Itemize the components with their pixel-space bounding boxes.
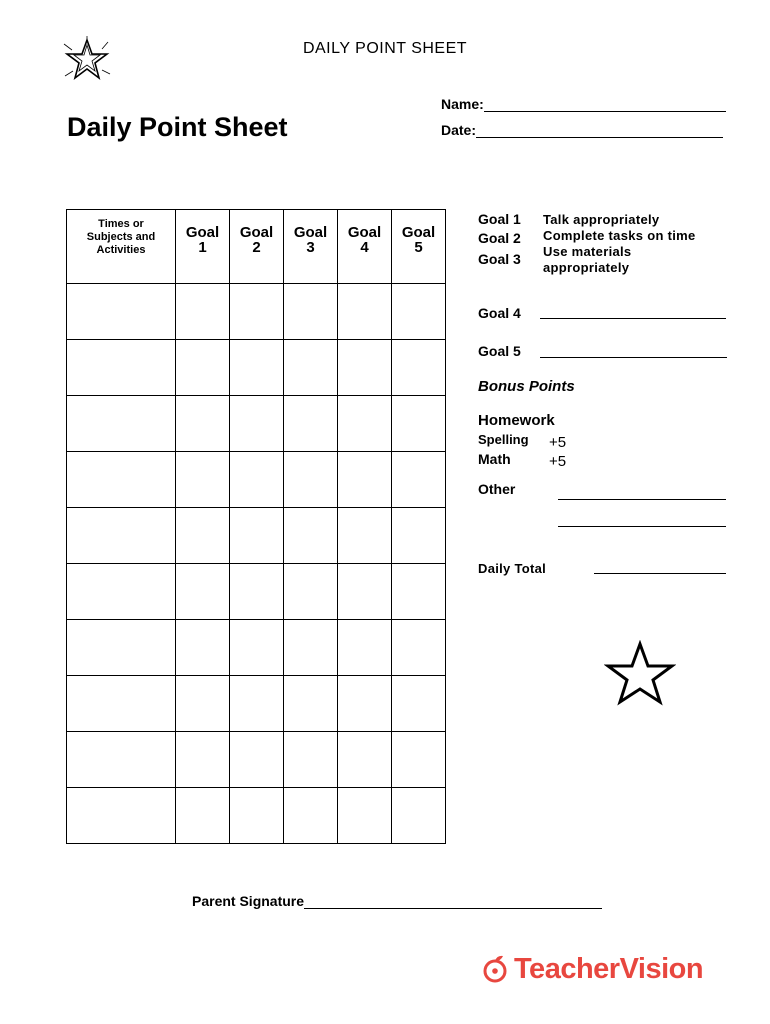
goal-point-cell[interactable]: [230, 788, 284, 844]
table-row: [67, 508, 446, 564]
goal-point-cell[interactable]: [176, 396, 230, 452]
goal-point-cell[interactable]: [230, 396, 284, 452]
logo-text: TeacherVision: [514, 952, 704, 985]
goal-3-description: Use materials appropriately: [543, 244, 632, 275]
goal-1-description: Talk appropriately: [543, 212, 660, 227]
other-label: Other: [478, 481, 516, 497]
other-line-2[interactable]: [558, 525, 726, 527]
goal-4-line[interactable]: [540, 317, 726, 319]
goal-point-cell[interactable]: [392, 396, 446, 452]
goal-point-cell[interactable]: [392, 732, 446, 788]
goal-point-cell[interactable]: [338, 508, 392, 564]
teachervision-logo: [482, 953, 703, 985]
table-row: [67, 396, 446, 452]
table-row: [67, 564, 446, 620]
grid-header-row: [67, 210, 446, 284]
star-outline-icon: [604, 640, 676, 706]
activity-cell[interactable]: [67, 732, 176, 788]
activity-cell[interactable]: [67, 620, 176, 676]
table-row: [67, 284, 446, 340]
goal-header-3: Goal 3: [284, 210, 338, 284]
name-label: Name:: [441, 96, 484, 112]
parent-signature-label: Parent Signature: [192, 893, 305, 909]
activity-header: Times or Subjects and Activities: [67, 210, 176, 284]
goal-point-cell[interactable]: [392, 620, 446, 676]
activity-cell[interactable]: [67, 788, 176, 844]
goal-point-cell[interactable]: [284, 620, 338, 676]
table-row: [67, 676, 446, 732]
date-field: [441, 122, 723, 138]
goal-point-cell[interactable]: [284, 396, 338, 452]
activity-cell[interactable]: [67, 676, 176, 732]
date-label: Date:: [441, 122, 477, 138]
table-row: [67, 788, 446, 844]
goal-point-cell[interactable]: [230, 676, 284, 732]
goal-point-cell[interactable]: [392, 508, 446, 564]
spelling-points: +5: [549, 434, 567, 451]
goal-point-cell[interactable]: [284, 340, 338, 396]
goal-point-cell[interactable]: [176, 284, 230, 340]
goal-header-4: Goal 4: [338, 210, 392, 284]
star-outline-icon: [62, 36, 112, 82]
goal-2-label: Goal 2: [478, 230, 521, 246]
goal-header-2: Goal 2: [230, 210, 284, 284]
activity-cell[interactable]: [67, 340, 176, 396]
page-title: Daily Point Sheet: [67, 112, 288, 142]
goal-point-cell[interactable]: [176, 788, 230, 844]
goal-point-cell[interactable]: [338, 284, 392, 340]
daily-total-line[interactable]: [594, 572, 726, 574]
goal-point-cell[interactable]: [392, 676, 446, 732]
goal-point-cell[interactable]: [284, 676, 338, 732]
goal-1-label: Goal 1: [478, 211, 521, 227]
bonus-points-title: Bonus Points: [478, 378, 575, 395]
goal-point-cell[interactable]: [284, 788, 338, 844]
activity-cell[interactable]: [67, 508, 176, 564]
goal-point-cell[interactable]: [176, 676, 230, 732]
goal-4-label: Goal 4: [478, 305, 521, 321]
goal-3-label: Goal 3: [478, 251, 521, 267]
table-row: [67, 340, 446, 396]
goal-point-cell[interactable]: [338, 676, 392, 732]
goal-header-1: Goal 1: [176, 210, 230, 284]
goal-point-cell[interactable]: [392, 284, 446, 340]
goal-point-cell[interactable]: [230, 284, 284, 340]
goal-point-cell[interactable]: [176, 340, 230, 396]
goal-point-cell[interactable]: [392, 340, 446, 396]
activity-cell[interactable]: [67, 452, 176, 508]
name-field: [441, 96, 726, 112]
goal-point-cell[interactable]: [230, 564, 284, 620]
activity-cell[interactable]: [67, 284, 176, 340]
goal-2-description: Complete tasks on time: [543, 228, 696, 243]
other-line-1[interactable]: [558, 498, 726, 500]
goal-point-cell[interactable]: [338, 340, 392, 396]
goal-5-line[interactable]: [540, 356, 727, 358]
goal-point-cell[interactable]: [230, 340, 284, 396]
goal-point-cell[interactable]: [338, 452, 392, 508]
goal-point-cell[interactable]: [284, 452, 338, 508]
table-row: [67, 620, 446, 676]
goal-header-5: Goal 5: [392, 210, 446, 284]
goal-point-cell[interactable]: [338, 564, 392, 620]
daily-total-label: Daily Total: [478, 561, 547, 576]
goal-point-cell[interactable]: [284, 284, 338, 340]
goal-point-cell[interactable]: [230, 508, 284, 564]
goal-point-cell[interactable]: [338, 396, 392, 452]
goal-point-cell[interactable]: [230, 732, 284, 788]
activity-cell[interactable]: [67, 564, 176, 620]
goal-point-cell[interactable]: [338, 620, 392, 676]
spelling-label: Spelling: [478, 432, 529, 447]
name-line[interactable]: [484, 98, 726, 112]
goal-point-cell[interactable]: [392, 564, 446, 620]
goal-point-cell[interactable]: [392, 452, 446, 508]
goal-point-cell[interactable]: [392, 788, 446, 844]
parent-signature-field: [192, 893, 602, 909]
goal-point-cell[interactable]: [230, 452, 284, 508]
goal-point-cell[interactable]: [284, 508, 338, 564]
goal-point-cell[interactable]: [176, 564, 230, 620]
points-grid: [66, 209, 446, 844]
goal-point-cell[interactable]: [338, 788, 392, 844]
goal-point-cell[interactable]: [176, 620, 230, 676]
parent-signature-line[interactable]: [304, 895, 602, 909]
goal-point-cell[interactable]: [284, 564, 338, 620]
goal-point-cell[interactable]: [176, 508, 230, 564]
homework-label: Homework: [478, 412, 555, 429]
math-label: Math: [478, 451, 511, 467]
activity-cell[interactable]: [67, 396, 176, 452]
table-row: [67, 452, 446, 508]
goal-point-cell[interactable]: [230, 620, 284, 676]
goal-5-label: Goal 5: [478, 343, 521, 359]
goal-point-cell[interactable]: [338, 732, 392, 788]
date-line[interactable]: [476, 124, 723, 138]
math-points: +5: [549, 453, 567, 470]
page-heading: DAILY POINT SHEET: [302, 40, 468, 57]
goal-point-cell[interactable]: [176, 732, 230, 788]
table-row: [67, 732, 446, 788]
goal-point-cell[interactable]: [176, 452, 230, 508]
goal-point-cell[interactable]: [284, 732, 338, 788]
apple-logo-icon: [482, 954, 508, 984]
